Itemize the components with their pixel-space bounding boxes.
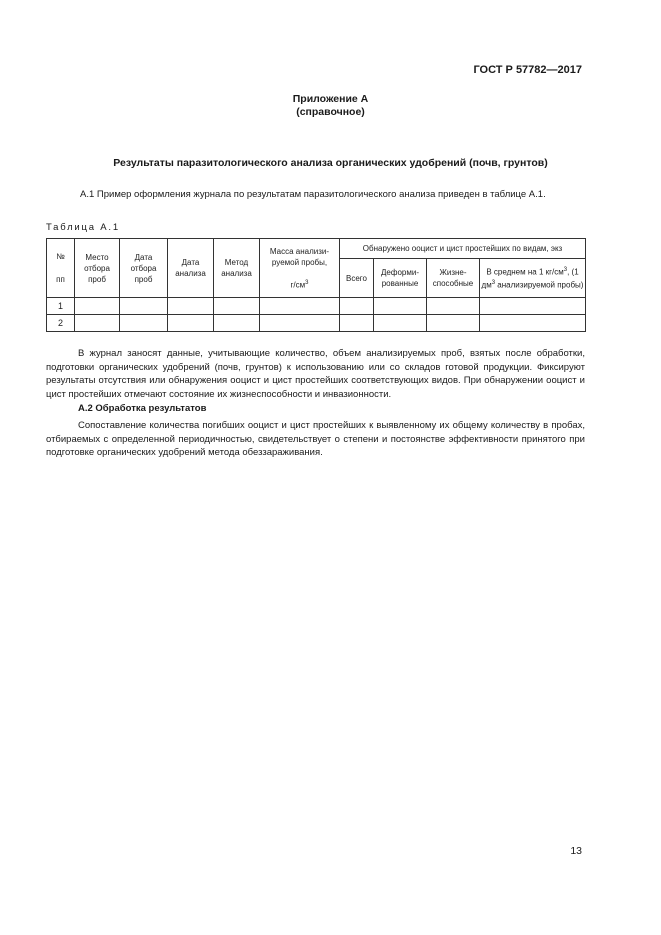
header-num-pp: пп: [56, 275, 65, 284]
results-paragraph: Сопоставление количества погибших ооцист и цист простейших к выявленному их общему количеству в пробах, отбираемых с определенной периодичностью, свидетельствует о степени и постоянстве эффективности принятого при подготовке органических удобрений метода обеззараживания.: [46, 420, 585, 458]
table-row: [47, 315, 586, 332]
page-number: 13: [570, 845, 582, 857]
document-code: ГОСТ Р 57782—2017: [473, 64, 582, 76]
header-average: В среднем на 1 $кг/см^3$, (1 $дм^3$ анализируемой пробы): [480, 259, 586, 298]
header-mass-label: Масса анализируемой пробы,: [269, 246, 330, 267]
cell: [168, 298, 214, 315]
subheading-results: А.2 Обработка результатов: [78, 403, 207, 414]
cell: [120, 315, 168, 332]
annex-title: Приложение А: [292, 93, 369, 105]
cell: [75, 315, 120, 332]
section-title: Результаты паразитологического анализа органических удобрений (почв, грунтов): [113, 157, 548, 169]
cell: [480, 298, 586, 315]
row-num: 1: [47, 298, 75, 315]
annex-heading: [0, 93, 661, 119]
cell: [340, 315, 374, 332]
cell: [214, 298, 260, 315]
cell: [374, 298, 427, 315]
annex-type: (справочное): [296, 106, 365, 118]
header-num-symbol: №: [56, 252, 65, 261]
table-caption: Таблица А.1: [46, 222, 120, 233]
header-place: Место отбора проб: [75, 239, 120, 298]
cell: [340, 298, 374, 315]
table-row: [47, 298, 586, 315]
header-mass-unit: $г/см^3$: [290, 279, 309, 290]
journal-table: [46, 238, 586, 332]
cell: [260, 315, 340, 332]
cell: [427, 298, 480, 315]
header-viable: Жизнеспособные: [427, 259, 480, 298]
cell: [374, 315, 427, 332]
cell: [120, 298, 168, 315]
cell: [427, 315, 480, 332]
header-total: Всего: [340, 259, 374, 298]
header-method: Метод анализа: [214, 239, 260, 298]
header-sample-date: Дата отбора проб: [120, 239, 168, 298]
header-deformed: Деформированные: [374, 259, 427, 298]
row-num: 2: [47, 315, 75, 332]
header-detected-group: Обнаружено ооцист и цист простейших по видам, экз: [340, 239, 586, 259]
cell: [260, 298, 340, 315]
cell: [168, 315, 214, 332]
cell: [480, 315, 586, 332]
journal-paragraph: В журнал заносят данные, учитывающие количество, объем анализируемых проб, взятых после обработки, подготовки органических удобрений (почв, грунтов) к использованию или со складов готовой продукции. Фиксируют результаты отсутствия или обнаружения ооцист и цист простейших соответствующих видов. При обнаружении ооцист и цист простейших отмечают состояние их жизнеспособности и инвазионности.: [46, 348, 585, 400]
cell: [75, 298, 120, 315]
cell: [214, 315, 260, 332]
header-num: [47, 239, 75, 298]
intro-paragraph: А.1 Пример оформления журнала по результатам паразитологического анализа приведен в таблице А.1.: [80, 189, 546, 200]
header-analysis-date: Дата анализа: [168, 239, 214, 298]
header-mass: [260, 239, 340, 298]
